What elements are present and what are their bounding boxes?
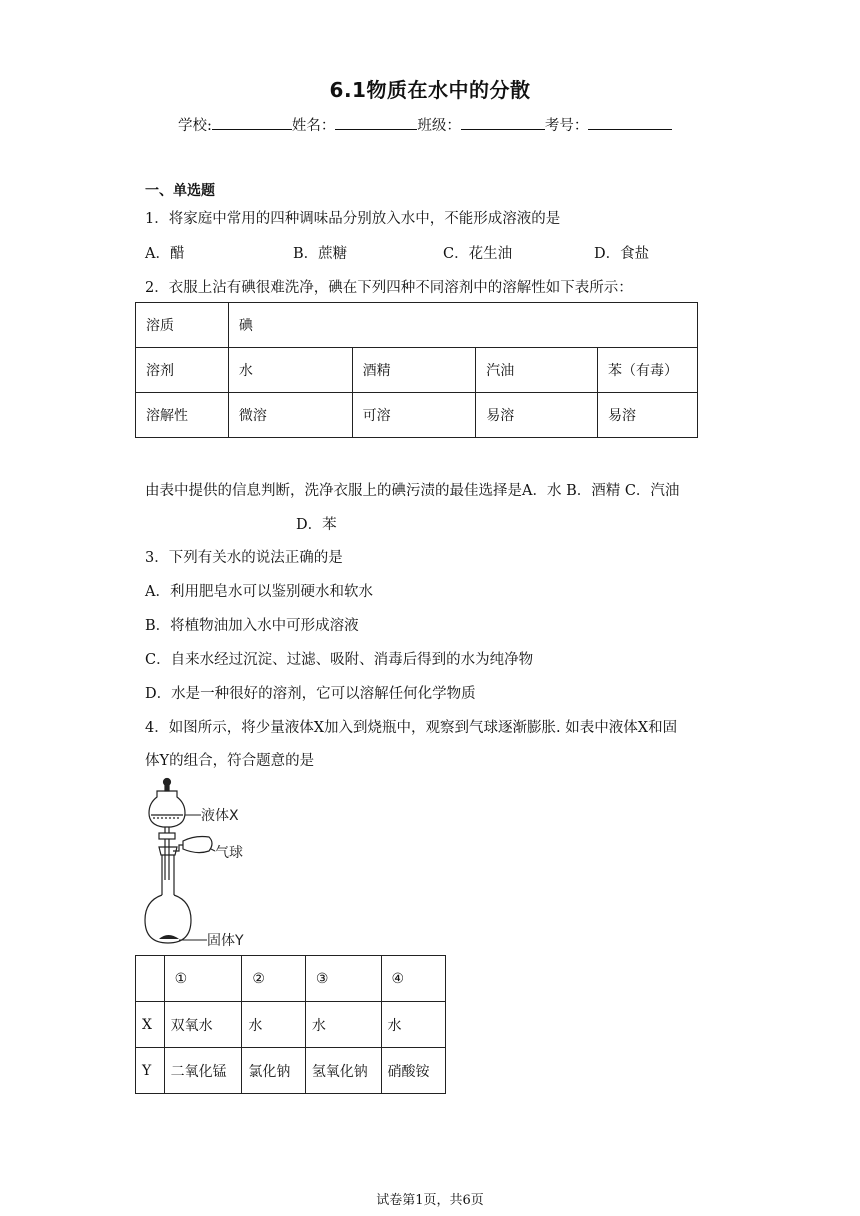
q2-row-solvent [136,348,698,393]
q1-option-d: D．食盐 [594,246,650,262]
q4-stem-line1: 4．如图所示，将少量液体X加入到烧瓶中，观察到气球逐渐膨胀. 如表中液体X和固 [145,720,678,736]
page-footer: 试卷第1页，共6页 [376,1193,484,1208]
q2-cell: 可溶 [352,393,476,438]
student-info [178,114,672,135]
q4-cell: 硝酸铵 [381,1048,445,1094]
q3-option-b: B．将植物油加入水中可形成溶液 [145,618,359,634]
q2-cell: 微溶 [228,393,352,438]
q4-cell: 氢氧化钠 [305,1048,381,1094]
exam-no-label: 考号： [544,118,589,134]
label-balloon: 气球 [215,845,243,861]
school-label: 学校: [178,118,212,134]
page-title: 6.1物质在水中的分散 [329,78,531,102]
q4-cell: 双氧水 [164,1002,242,1048]
q2-cell: 苯（有毒） [598,348,698,393]
q2-cell: 溶解性 [136,393,229,438]
q1-option-b: B．蔗糖 [293,246,348,262]
q4-cell: ② [242,956,305,1002]
q2-cell: 碘 [228,303,697,348]
class-blank[interactable] [461,114,545,130]
q4-cell: 二氧化锰 [164,1048,242,1094]
apparatus-figure [135,775,275,950]
q2-table [135,302,698,438]
q2-cell: 溶剂 [136,348,229,393]
q1-option-c: C．花生油 [443,246,513,262]
label-solid-y: 固体Y [207,933,244,949]
q4-cell: ① [164,956,242,1002]
q4-cell: ④ [381,956,445,1002]
q2-row-solute [136,303,698,348]
q2-cell: 易溶 [476,393,598,438]
q2-followup-line2: D．苯 [296,517,337,533]
q4-cell: 水 [381,1002,445,1048]
q4-stem-line2: 体Y的组合，符合题意的是 [145,753,315,769]
q3-option-c: C．自来水经过沉淀、过滤、吸附、消毒后得到的水为纯净物 [145,652,534,668]
q4-cell: 水 [242,1002,305,1048]
q4-cell [136,956,165,1002]
class-label: 班级： [417,118,461,134]
q2-cell: 水 [228,348,352,393]
q4-row-y [136,1048,446,1094]
q3-stem: 3．下列有关水的说法正确的是 [145,550,343,566]
q2-followup-line1: 由表中提供的信息判断，洗净衣服上的碘污渍的最佳选择是A．水 B．酒精 C．汽油 [145,483,680,499]
name-label: 姓名： [291,118,336,134]
name-blank[interactable] [335,114,417,130]
q2-cell: 溶质 [136,303,229,348]
q2-cell: 易溶 [598,393,698,438]
q4-cell: 水 [305,1002,381,1048]
q4-cell: 氯化钠 [242,1048,305,1094]
exam-no-blank[interactable] [588,114,672,130]
q4-table [135,955,446,1094]
q3-option-d: D．水是一种很好的溶剂，它可以溶解任何化学物质 [145,686,476,702]
section-heading: 一、单选题 [145,183,215,199]
q2-row-solubility [136,393,698,438]
q3-option-a: A．利用肥皂水可以鉴别硬水和软水 [145,584,373,600]
q1-stem: 1．将家庭中常用的四种调味品分别放入水中，不能形成溶液的是 [145,211,561,227]
q4-row-header [136,956,446,1002]
q4-cell: X [136,1002,165,1048]
school-blank[interactable] [212,114,292,130]
q4-cell: ③ [305,956,381,1002]
q4-cell: Y [136,1048,165,1094]
q4-row-x [136,1002,446,1048]
q1-option-a: A．醋 [145,246,185,262]
q2-stem: 2．衣服上沾有碘很难洗净，碘在下列四种不同溶剂中的溶解性如下表所示： [145,280,633,296]
flask-funnel-diagram [135,775,275,950]
label-liquid-x: 液体X [201,808,239,824]
q2-cell: 酒精 [352,348,476,393]
q2-cell: 汽油 [476,348,598,393]
